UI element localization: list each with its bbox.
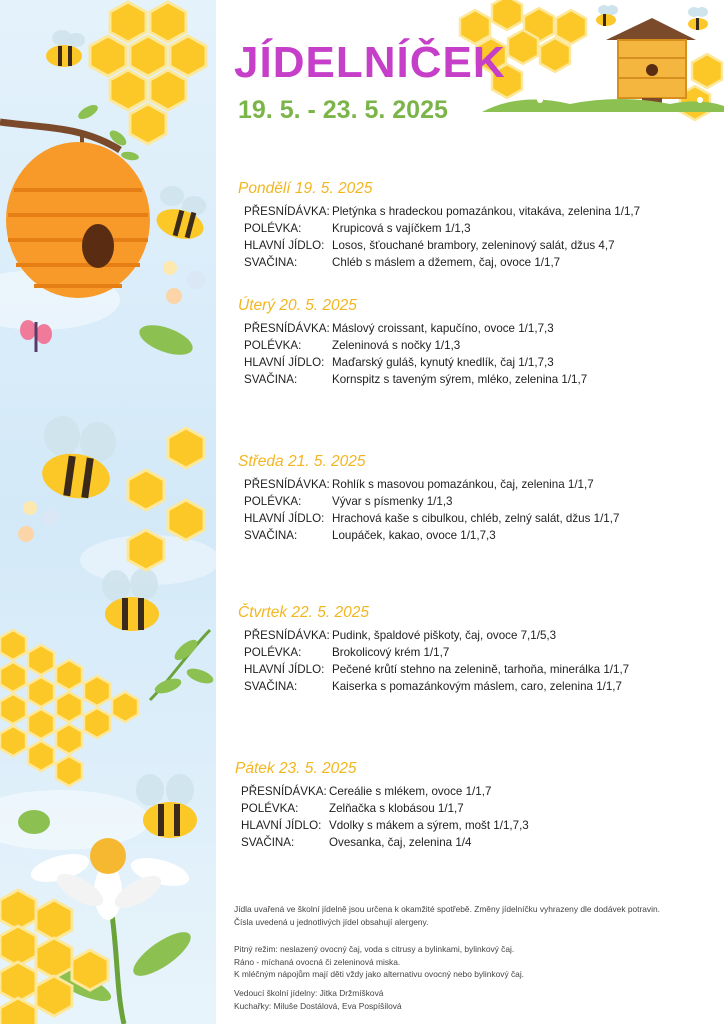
meal-row-snack-morning (238, 476, 708, 493)
meal-label: HLAVNÍ JÍDLO: (244, 356, 325, 369)
meal-text: Rohlík s masovou pomazánkou, čaj, zelenina 1/1,7 (332, 478, 594, 491)
drinking-regime (234, 943, 714, 981)
day-title: Pátek 23. 5. 2025 (235, 760, 357, 777)
meal-text: Loupáček, kakao, ovoce 1/1,7,3 (332, 529, 496, 542)
canteen-head: Vedoucí školní jídelny: Jitka Držmíšková (234, 988, 384, 998)
meal-row-snack-afternoon (238, 678, 708, 695)
meal-text: Zelňačka s klobásou 1/1,7 (329, 802, 464, 815)
week-date-range: 19. 5. - 23. 5. 2025 (238, 96, 448, 124)
day-title: Čtvrtek 22. 5. 2025 (238, 604, 369, 621)
meal-label: HLAVNÍ JÍDLO: (241, 819, 322, 832)
meal-text: Vývar s písmenky 1/1,3 (332, 495, 453, 508)
meal-row-snack-afternoon (238, 254, 708, 271)
meal-label: SVAČINA: (244, 529, 298, 542)
meal-label: SVAČINA: (241, 836, 295, 849)
drink-note: K mléčným nápojům mají děti vždy jako alternativu ovocný nebo bylinkový čaj. (234, 969, 525, 979)
meal-label: PŘESNÍDÁVKA: (244, 322, 330, 335)
meal-label: PŘESNÍDÁVKA: (241, 785, 327, 798)
meal-text: Hrachová kaše s cibulkou, chléb, zelný salát, džus 1/1,7 (332, 512, 620, 525)
meal-text: Krupicová s vajíčkem 1/1,3 (332, 222, 471, 235)
day-wednesday (238, 453, 708, 544)
meal-text: Brokolicový krém 1/1,7 (332, 646, 450, 659)
meal-row-soup (238, 220, 708, 237)
meal-label: POLÉVKA: (244, 646, 302, 659)
meal-label: HLAVNÍ JÍDLO: (244, 512, 325, 525)
meal-text: Pletýnka s hradeckou pomazánkou, vitakáva, zelenina 1/1,7 (332, 205, 641, 218)
day-tuesday (238, 297, 708, 388)
meal-text: Ovesanka, čaj, zelenina 1/4 (329, 836, 472, 849)
meal-text: Pudink, špaldové piškoty, čaj, ovoce 7,1/5,3 (332, 629, 557, 642)
meal-row-snack-afternoon (235, 834, 705, 851)
meal-label: POLÉVKA: (244, 495, 302, 508)
meal-row-main (238, 237, 708, 254)
meal-label: SVAČINA: (244, 373, 298, 386)
day-title: Úterý 20. 5. 2025 (238, 297, 357, 314)
meal-text: Kornspitz s taveným sýrem, mléko, zelenina 1/1,7 (332, 373, 588, 386)
meal-label: PŘESNÍDÁVKA: (244, 629, 330, 642)
meal-label: SVAČINA: (244, 680, 298, 693)
meal-row-soup (235, 800, 705, 817)
day-title: Středa 21. 5. 2025 (238, 453, 366, 470)
beehouse-icon (606, 18, 696, 110)
meal-row-main (235, 817, 705, 834)
bee-sidebar-illustration (0, 0, 216, 1024)
staff-credits (234, 987, 714, 1012)
day-friday (235, 760, 705, 851)
meal-row-main (238, 510, 708, 527)
meal-label: POLÉVKA: (241, 802, 299, 815)
meal-row-soup (238, 493, 708, 510)
meal-text: Losos, šťouchané brambory, zeleninový salát, džus 4,7 (332, 239, 615, 252)
footer-note: Jídla uvařená ve školní jídelně jsou určena k okamžité spotřebě. Změny jídelníčku vyhrazeny dle dodávek potravin. (234, 904, 660, 914)
meal-text: Máslový croissant, kapučíno, ovoce 1/1,7,3 (332, 322, 554, 335)
meal-row-snack-morning (238, 627, 708, 644)
meal-row-snack-afternoon (238, 371, 708, 388)
meal-label: HLAVNÍ JÍDLO: (244, 239, 325, 252)
meal-label: POLÉVKA: (244, 339, 302, 352)
meal-text: Maďarský guláš, kynutý knedlík, čaj 1/1,7,3 (332, 356, 554, 369)
meal-row-main (238, 661, 708, 678)
day-thursday (238, 604, 708, 695)
day-monday (238, 180, 708, 271)
meal-text: Zeleninová s nočky 1/1,3 (332, 339, 461, 352)
meal-row-snack-morning (235, 783, 705, 800)
meal-row-snack-afternoon (238, 527, 708, 544)
meal-label: SVAČINA: (244, 256, 298, 269)
meal-label: PŘESNÍDÁVKA: (244, 205, 330, 218)
day-title: Pondělí 19. 5. 2025 (238, 180, 373, 197)
meal-row-snack-morning (238, 320, 708, 337)
meal-text: Kaiserka s pomazánkovým máslem, caro, zelenina 1/1,7 (332, 680, 622, 693)
meal-text: Vdolky s mákem a sýrem, mošt 1/1,7,3 (329, 819, 529, 832)
meal-text: Pečené krůtí stehno na zelenině, tarhoňa, minerálka 1/1,7 (332, 663, 630, 676)
meal-row-main (238, 354, 708, 371)
meal-text: Chléb s máslem a džemem, čaj, ovoce 1/1,7 (332, 256, 561, 269)
bee-icon (688, 7, 708, 30)
footer-notes (234, 903, 714, 928)
drink-note: Pitný režim: neslazený ovocný čaj, voda s citrusy a bylinkami, bylinkový čaj. (234, 944, 515, 954)
meal-label: PŘESNÍDÁVKA: (244, 478, 330, 491)
meal-label: POLÉVKA: (244, 222, 302, 235)
meal-text: Cereálie s mlékem, ovoce 1/1,7 (329, 785, 492, 798)
meal-row-soup (238, 337, 708, 354)
drink-note: Ráno - míchaná ovocná či zeleninová miska. (234, 956, 401, 967)
cooks: Kuchařky: Miluše Dostálová, Eva Pospíšilová (234, 1000, 402, 1011)
meal-row-soup (238, 644, 708, 661)
meal-row-snack-morning (238, 203, 708, 220)
page-title: JÍDELNÍČEK (234, 38, 506, 87)
footer-note: Čísla uvedená u jednotlivých jídel obsahují alergeny. (234, 916, 429, 927)
bee-icon (596, 5, 618, 26)
meal-label: HLAVNÍ JÍDLO: (244, 663, 325, 676)
